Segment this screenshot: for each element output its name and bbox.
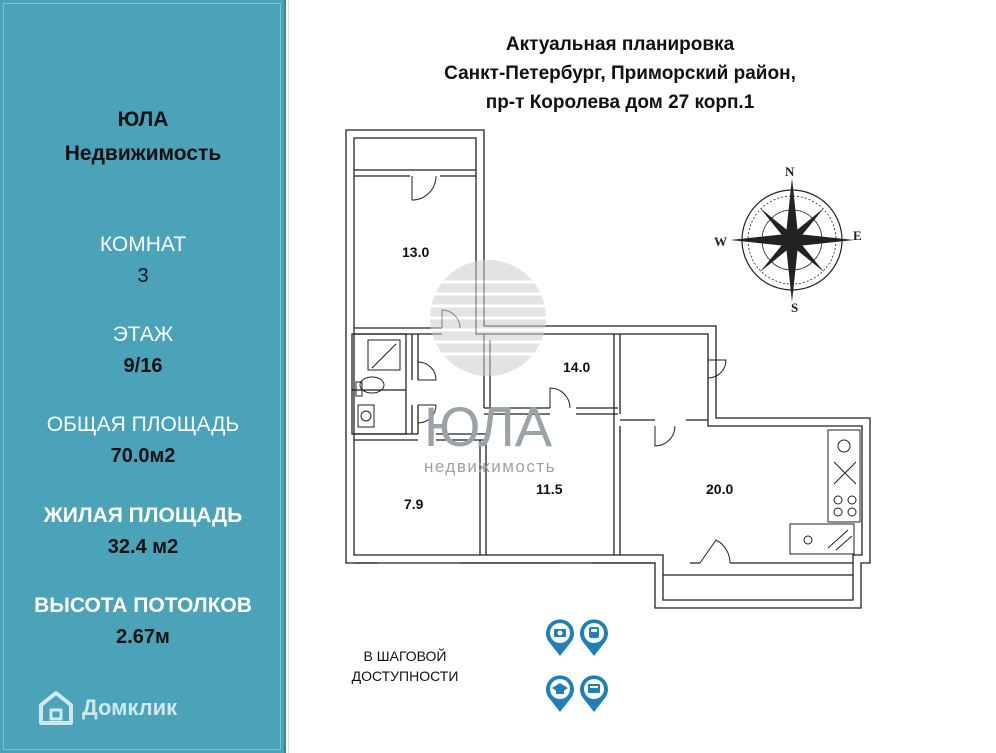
room-area-label: 14.0	[563, 359, 591, 375]
school-pin-icon	[546, 675, 574, 712]
total-area-label: ОБЩАЯ ПЛОЩАДЬ	[46, 413, 240, 436]
floor-label: ЭТАЖ	[112, 323, 174, 346]
nearby-label-line-2: ДОСТУПНОСТИ	[351, 668, 459, 684]
room-area-label: 7.9	[404, 496, 424, 512]
compass-west: W	[714, 234, 727, 249]
header-line-2: Санкт-Петербург, Приморский район,	[444, 63, 796, 84]
header-line-3: пр-т Королева дом 27 корп.1	[485, 92, 755, 113]
rooms-value: 3	[137, 265, 149, 287]
total-area-value: 70.0м2	[110, 445, 176, 467]
room-area-label: 11.5	[536, 481, 563, 497]
header-line-1: Актуальная планировка	[505, 34, 735, 55]
compass-north: N	[785, 164, 795, 179]
ceiling-label: ВЫСОТА ПОТОЛКОВ	[34, 594, 252, 617]
shop-pin-icon	[580, 675, 608, 712]
floor-value: 9/16	[123, 355, 163, 377]
ceiling-value: 2.67м	[116, 626, 170, 648]
watermark-subtitle: недвижимость	[423, 457, 557, 476]
brand-name: ЮЛА	[117, 108, 169, 131]
brand-subtitle: Недвижимость	[64, 142, 222, 165]
room-area-label: 13.0	[402, 244, 430, 260]
living-area-label: ЖИЛАЯ ПЛОЩАДЬ	[43, 504, 243, 527]
compass-east: E	[853, 228, 862, 243]
watermark-brand: ЮЛА	[423, 395, 553, 458]
domclick-text: Домклик	[82, 695, 178, 720]
compass-rose-icon	[730, 178, 854, 302]
compass-south: S	[791, 300, 799, 315]
camera-pin-icon	[546, 619, 574, 656]
bus-pin-icon	[580, 619, 608, 656]
living-area-value: 32.4 м2	[107, 536, 179, 558]
watermark-logo	[430, 260, 546, 376]
room-area-label: 20.0	[706, 481, 734, 497]
nearby-label-line-1: В ШАГОВОЙ	[363, 648, 447, 664]
rooms-label: КОМНАТ	[99, 233, 187, 256]
